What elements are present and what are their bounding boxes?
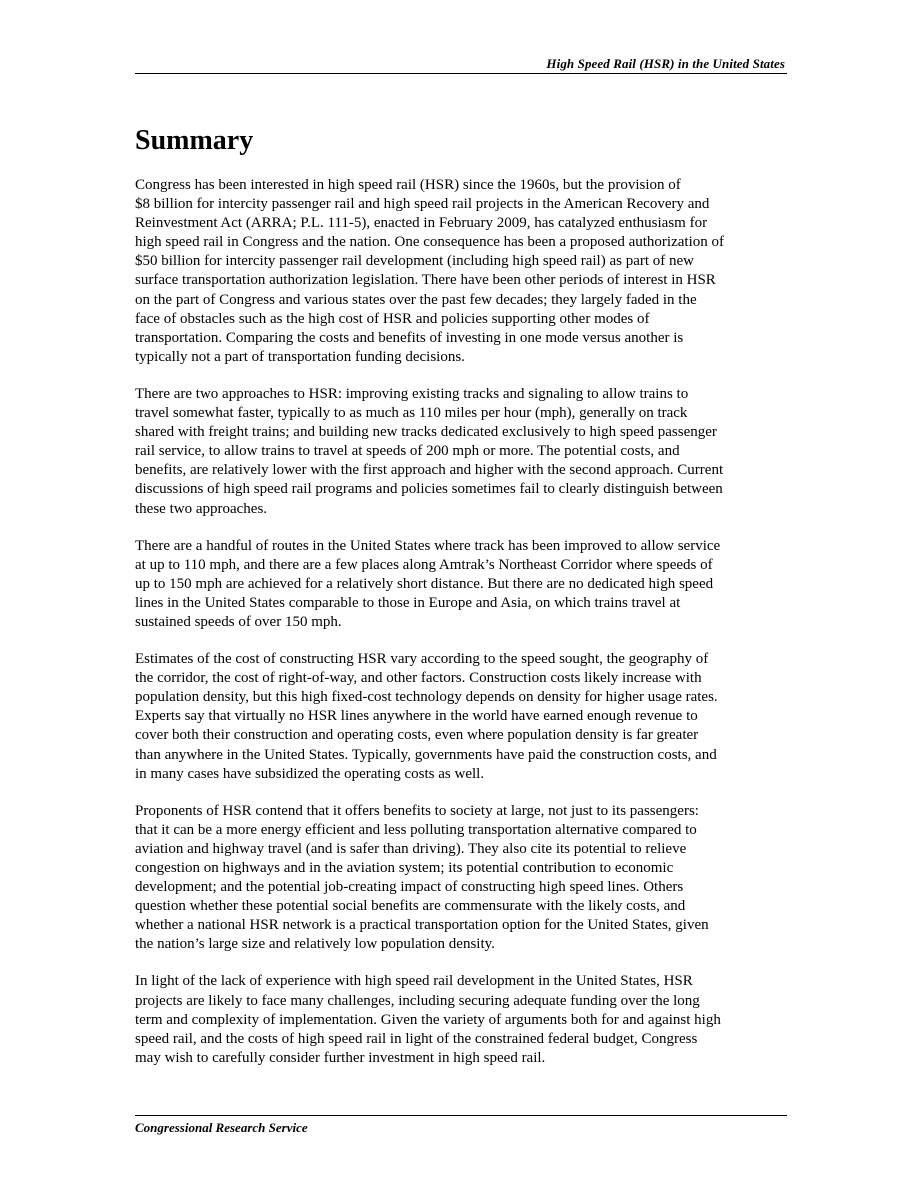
paragraph-2 — [135, 385, 787, 519]
text-line: that it can be a more energy efficient and less polluting transportation alternative compared to — [135, 821, 697, 838]
text-line: Proponents of HSR contend that it offers benefits to society at large, not just to its passengers: — [135, 802, 699, 819]
paragraph-1 — [135, 176, 787, 367]
text-line: Congress has been interested in high speed rail (HSR) since the 1960s, but the provision of — [135, 177, 681, 193]
text-line: lines in the United States comparable to those in Europe and Asia, on which trains travel at — [135, 594, 681, 611]
text-line: benefits, are relatively lower with the first approach and higher with the second approach. Current — [135, 462, 724, 479]
text-line: speed rail, and the costs of high speed rail in light of the constrained federal budget, Congress — [135, 1030, 698, 1047]
text-line: rail service, to allow trains to travel at speeds of 200 mph or more. The potential costs, and — [135, 443, 680, 460]
paragraph-3 — [135, 537, 787, 632]
text-line: up to 150 mph are achieved for a relatively short distance. But there are no dedicated high speed — [135, 575, 714, 592]
text-line: transportation. Comparing the costs and benefits of investing in one mode versus another is — [135, 329, 684, 346]
text-line: high speed rail in Congress and the nation. One consequence has been a proposed authorization of — [135, 234, 724, 251]
text-line: development; and the potential job-creating impact of constructing high speed lines. Others — [135, 879, 684, 896]
text-line: the nation’s large size and relatively low population density. — [135, 936, 495, 953]
text-line: aviation and highway travel (and is safer than driving). They also cite its potential to relieve — [135, 840, 687, 857]
page-title: Summary — [135, 125, 254, 156]
text-line: term and complexity of implementation. Given the variety of arguments both for and against high — [135, 1011, 721, 1028]
text-line: population density, but this high fixed-cost technology depends on density for higher usage rates. — [135, 689, 718, 706]
text-line: $8 billion for intercity passenger rail and high speed rail projects in the American Recovery and — [135, 196, 710, 213]
text-line: these two approaches. — [135, 500, 268, 517]
text-line: shared with freight trains; and building new tracks dedicated exclusively to high speed passenger — [135, 424, 717, 441]
summary-body — [135, 176, 787, 1086]
text-line: projects are likely to face many challenges, including securing adequate funding over the long — [135, 992, 700, 1009]
text-line: face of obstacles such as the high cost of HSR and policies supporting other modes of — [135, 310, 650, 327]
paragraph-6 — [135, 972, 787, 1067]
text-line: the corridor, the cost of right-of-way, and other factors. Construction costs likely increase with — [135, 670, 702, 687]
footer-rule — [135, 1115, 787, 1116]
text-line: In light of the lack of experience with high speed rail development in the United States, HSR — [135, 973, 693, 990]
text-line: cover both their construction and operating costs, even where population density is far greater — [135, 727, 699, 744]
text-line: at up to 110 mph, and there are a few places along Amtrak’s Northeast Corridor where speeds of — [135, 556, 713, 573]
paragraph-5 — [135, 802, 787, 955]
text-line: whether a national HSR network is a practical transportation option for the United States, given — [135, 917, 709, 934]
text-line: Reinvestment Act (ARRA; P.L. 111-5), enacted in February 2009, has catalyzed enthusiasm for — [135, 215, 708, 232]
text-line: surface transportation authorization legislation. There have been other periods of interest in HSR — [135, 272, 716, 289]
text-line: than anywhere in the United States. Typically, governments have paid the construction costs, and — [135, 746, 717, 763]
text-line: Estimates of the cost of constructing HSR vary according to the speed sought, the geography of — [135, 651, 709, 668]
text-line: typically not a part of transportation funding decisions. — [135, 348, 465, 365]
running-header: High Speed Rail (HSR) in the United States — [546, 56, 785, 71]
footer-label: Congressional Research Service — [135, 1120, 308, 1135]
text-line: travel somewhat faster, typically to as much as 110 miles per hour (mph), generally on track — [135, 405, 688, 422]
header-rule — [135, 73, 787, 74]
text-line: congestion on highways and in the aviation system; its potential contribution to economic — [135, 860, 674, 876]
text-line: discussions of high speed rail programs and policies sometimes fail to clearly distinguish between — [135, 481, 723, 498]
text-line: $50 billion for intercity passenger rail development (including high speed rail) as part of new — [135, 253, 695, 270]
text-line: in many cases have subsidized the operating costs as well. — [135, 765, 485, 782]
text-line: Experts say that virtually no HSR lines anywhere in the world have earned enough revenue to — [135, 708, 698, 725]
text-line: question whether these potential social benefits are commensurate with the likely costs, and — [135, 898, 686, 915]
text-line: may wish to carefully consider further investment in high speed rail. — [135, 1049, 546, 1066]
paragraph-4 — [135, 650, 787, 784]
text-line: There are two approaches to HSR: improving existing tracks and signaling to allow trains to — [135, 385, 689, 402]
text-line: There are a handful of routes in the United States where track has been improved to allow service — [135, 537, 721, 554]
text-line: sustained speeds of over 150 mph. — [135, 613, 342, 630]
text-line: on the part of Congress and various states over the past few decades; they largely faded in the — [135, 291, 697, 308]
